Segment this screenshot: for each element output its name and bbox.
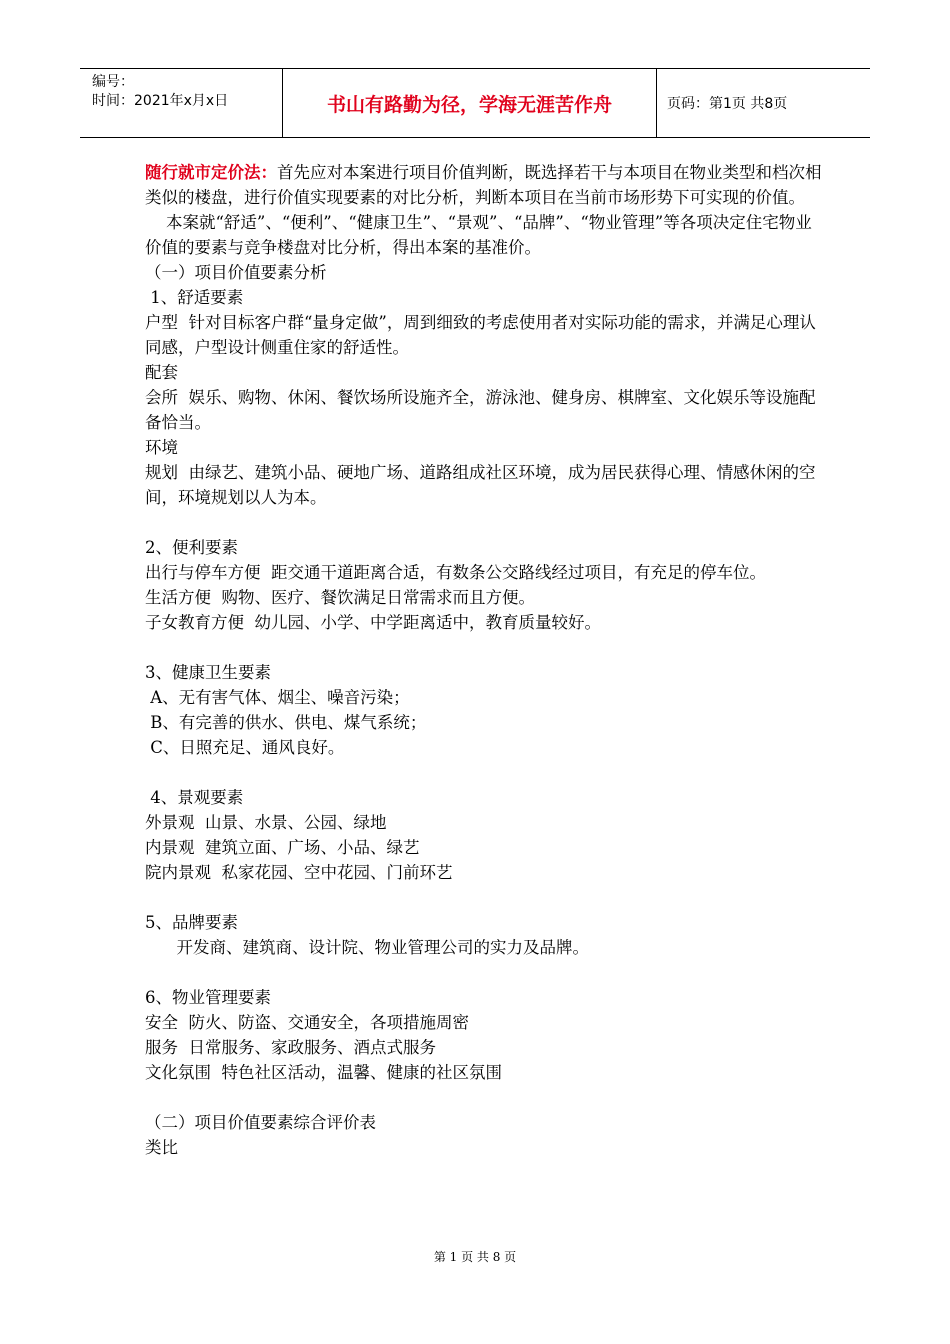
blank-line [145, 510, 825, 535]
header-time: 时间：2021年x月x日 [92, 93, 229, 109]
body-line: （二）项目价值要素综合评价表 [145, 1113, 376, 1132]
body-lines [145, 210, 825, 1160]
body-line: 生活方便 购物、医疗、餐饮满足日常需求而且方便。 [145, 588, 535, 607]
blank-line [145, 960, 825, 985]
body-line: 户型 针对目标客户群“量身定做”，周到细致的考虑使用者对实际功能的需求，并满足心理认同感，户型设计侧重住家的舒适性。 [145, 313, 816, 357]
body-line: 2、便利要素 [145, 538, 238, 557]
body-line: 文化氛围 特色社区活动，温馨、健康的社区氛围 [145, 1063, 502, 1082]
body-line: C、日照充足、通风良好。 [145, 738, 345, 757]
body-line: 6、物业管理要素 [145, 988, 271, 1007]
body-line: 安全 防火、防盗、交通安全，各项措施周密 [145, 1013, 469, 1032]
header-page [657, 69, 870, 137]
header-number: 编号： [92, 74, 134, 90]
blank-line [145, 1085, 825, 1110]
body-line: （一）项目价值要素分析 [145, 263, 327, 282]
body-line: 本案就“舒适”、“便利”、“健康卫生”、“景观”、“品牌”、“物业管理”等各项决定住宅物业价值的要素与竞争楼盘对比分析，得出本案的基准价。 [145, 213, 812, 257]
body-line: 子女教育方便 幼儿园、小学、中学距离适中，教育质量较好。 [145, 613, 601, 632]
page-footer [0, 1248, 950, 1265]
body-line: 配套 [145, 363, 178, 382]
body-line: 服务 日常服务、家政服务、酒点式服务 [145, 1038, 436, 1057]
intro-paragraph [145, 160, 825, 210]
body-line: 3、健康卫生要素 [145, 663, 271, 682]
blank-line [145, 760, 825, 785]
body-line: 规划 由绿艺、建筑小品、硬地广场、道路组成社区环境，成为居民获得心理、情感休闲的空间，环境规划以人为本。 [145, 463, 816, 507]
document-body [145, 160, 825, 1160]
header-motto-text: 书山有路勤为径，学海无涯苦作舟 [326, 93, 612, 116]
header-motto [283, 69, 657, 137]
footer-page-number: 第 1 页 共 8 页 [433, 1250, 517, 1264]
intro-text: 首先应对本案进行项目价值判断，既选择若干与本项目在物业类型和档次相类似的楼盘，进行价值实现要素的对比分析，判断本项目在当前市场形势下可实现的价值。 [145, 163, 822, 207]
header-meta [80, 69, 283, 137]
body-line: 1、舒适要素 [145, 288, 244, 307]
body-line: 类比 [145, 1138, 178, 1157]
body-line: 内景观 建筑立面、广场、小品、绿艺 [145, 838, 420, 857]
body-line: 外景观 山景、水景、公园、绿地 [145, 813, 387, 832]
body-line: B、有完善的供水、供电、煤气系统； [145, 713, 427, 732]
blank-line [145, 885, 825, 910]
body-line: 5、品牌要素 [145, 913, 238, 932]
body-line: 开发商、建筑商、设计院、物业管理公司的实力及品牌。 [145, 938, 589, 957]
body-line: 会所 娱乐、购物、休闲、餐饮场所设施齐全，游泳池、健身房、棋牌室、文化娱乐等设施配备恰当。 [145, 388, 816, 432]
intro-heading: 随行就市定价法： [145, 163, 277, 182]
header-page-info: 页码：第1页 共8页 [667, 96, 788, 112]
blank-line [145, 635, 825, 660]
body-line: 环境 [145, 438, 178, 457]
body-line: A、无有害气体、烟尘、噪音污染； [145, 688, 410, 707]
page-header [80, 68, 870, 138]
body-line: 4、景观要素 [145, 788, 244, 807]
body-line: 出行与停车方便 距交通干道距离合适，有数条公交路线经过项目，有充足的停车位。 [145, 563, 766, 582]
body-line: 院内景观 私家花园、空中花园、门前环艺 [145, 863, 453, 882]
